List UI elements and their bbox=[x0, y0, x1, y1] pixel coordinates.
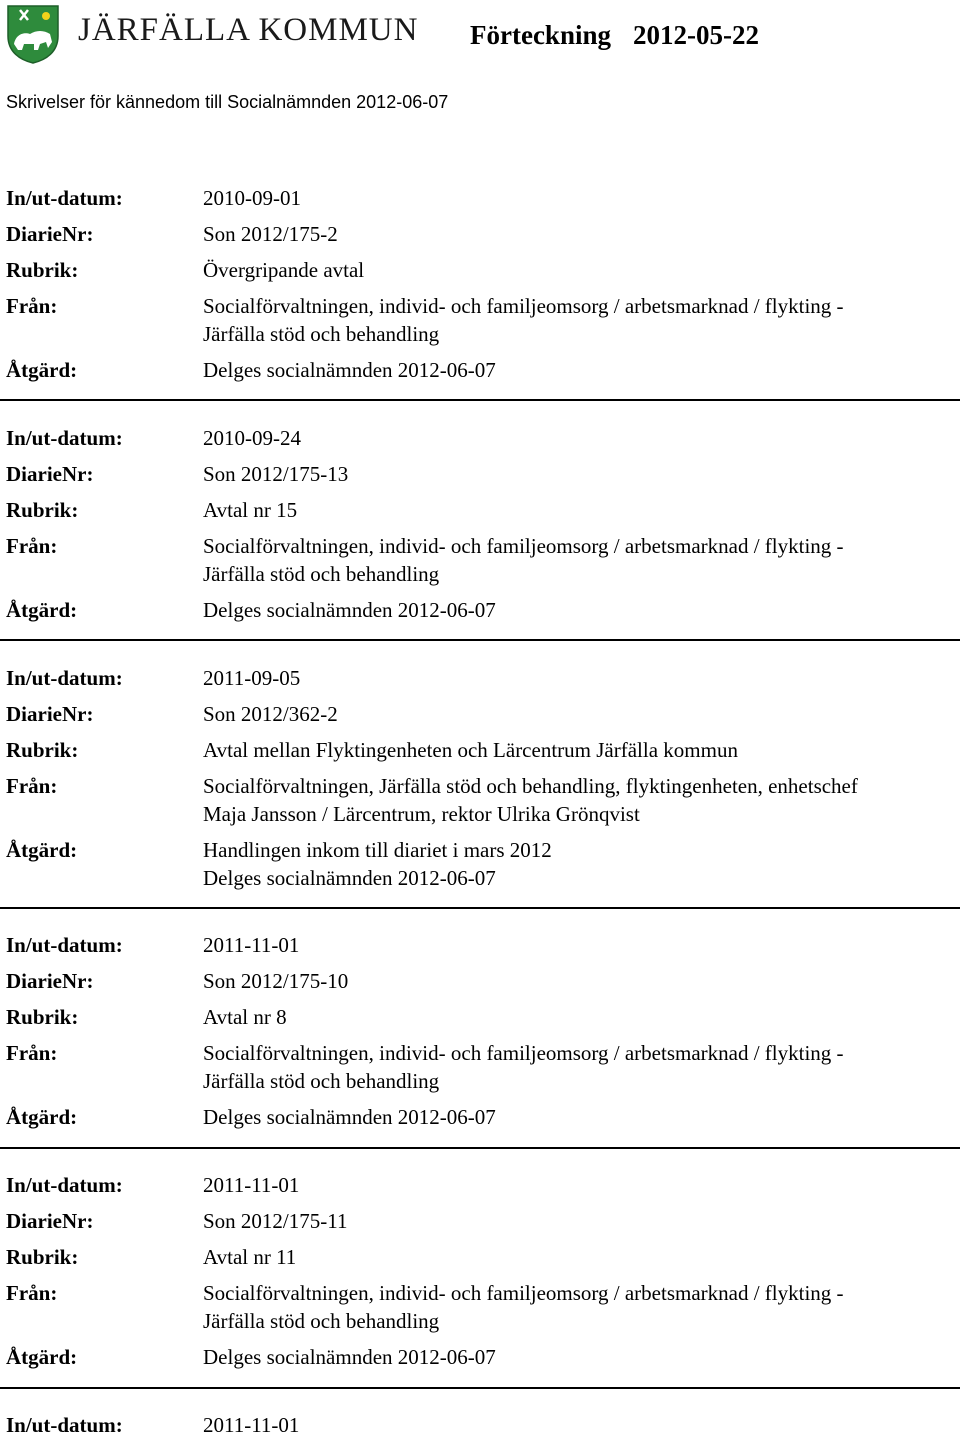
from-value: Socialförvaltningen, individ- och familjeomsorg / arbetsmarknad / flykting - Järfälla stöd och behandling bbox=[203, 534, 844, 586]
date-label: In/ut-datum: bbox=[6, 666, 123, 690]
date-label: In/ut-datum: bbox=[6, 426, 123, 450]
date-value: 2011-09-05 bbox=[203, 666, 301, 690]
date-value: 2011-11-01 bbox=[203, 1173, 300, 1197]
diarie-label: DiarieNr: bbox=[6, 462, 94, 486]
register-entry bbox=[0, 1171, 960, 1379]
action-value: Delges socialnämnden 2012-06-07 bbox=[203, 598, 496, 622]
date-value: 2010-09-01 bbox=[203, 186, 301, 210]
date-value: 2011-11-01 bbox=[203, 1413, 300, 1437]
document-title-text: Förteckning bbox=[470, 20, 611, 50]
register-entry bbox=[0, 184, 960, 392]
rubrik-label: Rubrik: bbox=[6, 1005, 79, 1029]
diarie-value: Son 2012/362-2 bbox=[203, 702, 338, 726]
rubrik-label: Rubrik: bbox=[6, 258, 79, 282]
diarie-label: DiarieNr: bbox=[6, 702, 94, 726]
rubrik-value: Avtal nr 8 bbox=[203, 1005, 287, 1029]
action-value: Delges socialnämnden 2012-06-07 bbox=[203, 1105, 496, 1129]
rubrik-label: Rubrik: bbox=[6, 1245, 79, 1269]
diarie-value: Son 2012/175-11 bbox=[203, 1209, 348, 1233]
rubrik-value: Avtal nr 11 bbox=[203, 1245, 297, 1269]
rubrik-label: Rubrik: bbox=[6, 738, 79, 762]
page-header bbox=[0, 0, 960, 112]
document-title bbox=[470, 20, 759, 51]
municipality-crest-icon bbox=[6, 4, 60, 64]
from-label: Från: bbox=[6, 1281, 58, 1305]
rubrik-label: Rubrik: bbox=[6, 498, 79, 522]
action-label: Åtgärd: bbox=[6, 838, 78, 862]
action-value: Delges socialnämnden 2012-06-07 bbox=[203, 358, 496, 382]
from-value: Socialförvaltningen, individ- och familjeomsorg / arbetsmarknad / flykting - Järfälla stöd och behandling bbox=[203, 294, 844, 346]
action-label: Åtgärd: bbox=[6, 1345, 78, 1369]
diarie-label: DiarieNr: bbox=[6, 1209, 94, 1233]
entry-divider bbox=[0, 1147, 960, 1149]
date-value: 2011-11-01 bbox=[203, 933, 300, 957]
action-label: Åtgärd: bbox=[6, 1105, 78, 1129]
register-entry bbox=[0, 931, 960, 1139]
date-value: 2010-09-24 bbox=[203, 426, 301, 450]
entry-divider bbox=[0, 399, 960, 401]
diarie-label: DiarieNr: bbox=[6, 222, 94, 246]
from-label: Från: bbox=[6, 294, 58, 318]
from-value: Socialförvaltningen, individ- och familjeomsorg / arbetsmarknad / flykting - Järfälla stöd och behandling bbox=[203, 1281, 844, 1333]
document-date: 2012-05-22 bbox=[633, 20, 759, 50]
diarie-value: Son 2012/175-10 bbox=[203, 969, 349, 993]
entry-divider bbox=[0, 639, 960, 641]
date-label: In/ut-datum: bbox=[6, 933, 123, 957]
from-value: Socialförvaltningen, individ- och familjeomsorg / arbetsmarknad / flykting - Järfälla stöd och behandling bbox=[203, 1041, 844, 1093]
document-subtitle: Skrivelser för kännedom till Socialnämnden 2012-06-07 bbox=[6, 92, 449, 112]
from-label: Från: bbox=[6, 534, 58, 558]
from-label: Från: bbox=[6, 1041, 58, 1065]
diarie-value: Son 2012/175-2 bbox=[203, 222, 338, 246]
rubrik-value: Avtal nr 15 bbox=[203, 498, 298, 522]
register-entry bbox=[0, 664, 960, 900]
brand-name: JÄRFÄLLA KOMMUN bbox=[78, 12, 419, 48]
rubrik-value: Avtal mellan Flyktingenheten och Lärcentrum Järfälla kommun bbox=[203, 738, 738, 762]
diarie-label: DiarieNr: bbox=[6, 969, 94, 993]
register-entry bbox=[0, 424, 960, 632]
date-label: In/ut-datum: bbox=[6, 186, 123, 210]
action-value: Delges socialnämnden 2012-06-07 bbox=[203, 1345, 496, 1369]
from-label: Från: bbox=[6, 774, 58, 798]
date-label: In/ut-datum: bbox=[6, 1413, 123, 1437]
diarie-value: Son 2012/175-13 bbox=[203, 462, 349, 486]
rubrik-value: Övergripande avtal bbox=[203, 258, 365, 282]
date-label: In/ut-datum: bbox=[6, 1173, 123, 1197]
register-entry bbox=[0, 1411, 960, 1447]
action-value: Handlingen inkom till diariet i mars 2012 Delges socialnämnden 2012-06-07 bbox=[203, 838, 552, 890]
action-label: Åtgärd: bbox=[6, 358, 78, 382]
action-label: Åtgärd: bbox=[6, 598, 78, 622]
entry-divider bbox=[0, 1387, 960, 1389]
entry-divider bbox=[0, 907, 960, 909]
from-value: Socialförvaltningen, Järfälla stöd och behandling, flyktingenheten, enhetschef Maja Jansson / Lärcentrum, rektor Ulrika Grönqvist bbox=[203, 774, 858, 826]
